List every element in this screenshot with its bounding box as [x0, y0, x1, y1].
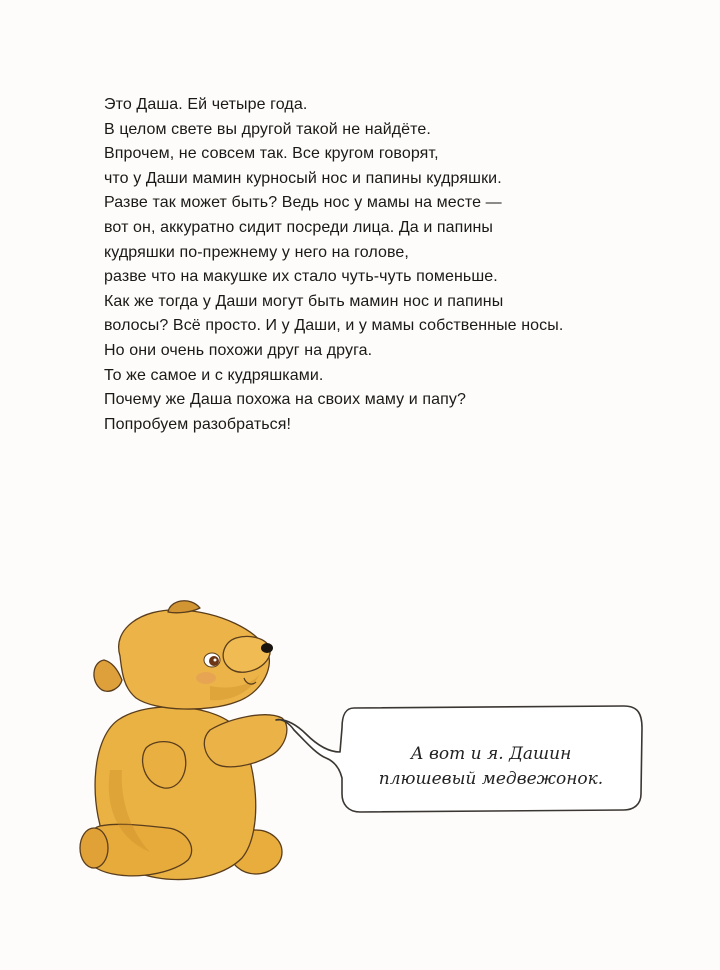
- speech-bubble-text: [360, 742, 622, 792]
- story-line: разве что на макушке их стало чуть-чуть поменьше.: [104, 268, 498, 286]
- bear-ear: [94, 660, 122, 691]
- story-line: То же самое и с кудряшками.: [104, 366, 324, 384]
- story-line: В целом свете вы другой такой не найдёте.: [104, 120, 431, 138]
- story-line: Впрочем, не совсем так. Все кругом говорят,: [104, 145, 439, 163]
- story-line: Почему же Даша похожа на своих маму и папу?: [104, 391, 466, 409]
- story-line: что у Даши мамин курносый нос и папины кудряшки.: [104, 169, 502, 187]
- story-text: [104, 93, 584, 437]
- speech-line: А вот и я. Дашин: [410, 744, 572, 764]
- story-line: Как же тогда у Даши могут быть мамин нос и папины: [104, 292, 504, 310]
- speech-line: плюшевый медвежонок.: [378, 769, 604, 789]
- story-line: кудряшки по-прежнему у него на голове,: [104, 243, 409, 261]
- story-line: волосы? Всё просто. И у Даши, и у мамы собственные носы.: [104, 317, 564, 335]
- story-line: Попробуем разобраться!: [104, 415, 292, 433]
- story-line: Разве так может быть? Ведь нос у мамы на месте —: [104, 194, 502, 212]
- story-line: Но они очень похожи друг на друга.: [104, 341, 373, 359]
- story-line: Это Даша. Ей четыре года.: [104, 96, 308, 113]
- bear-foot: [80, 828, 108, 868]
- story-line: вот он, аккуратно сидит посреди лица. Да и папины: [104, 218, 494, 236]
- bear-nose: [261, 643, 273, 653]
